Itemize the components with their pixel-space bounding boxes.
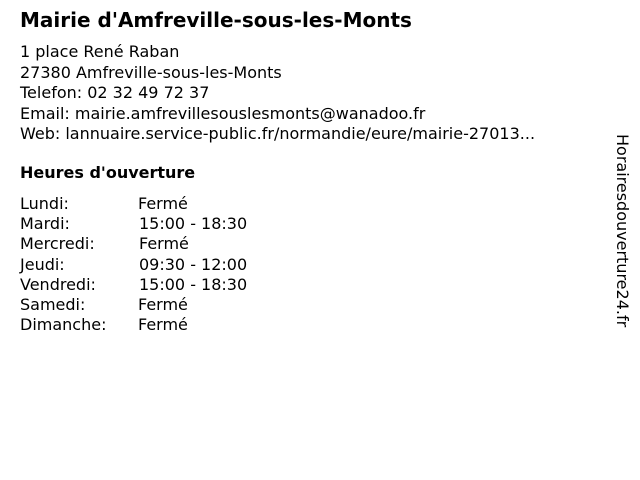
page-title: Mairie d'Amfreville-sous-les-Monts xyxy=(20,8,412,32)
website-link: Web: lannuaire.service-public.fr/normandie/eure/mairie-27013... xyxy=(20,124,536,143)
hours-row-friday xyxy=(20,275,320,295)
time-value: Fermé xyxy=(139,234,189,254)
time-value: Fermé xyxy=(138,294,188,314)
time-value: 09:30 - 12:00 xyxy=(139,254,248,274)
contact-info xyxy=(20,42,535,145)
hours-row-monday xyxy=(20,194,320,214)
hours-heading: Heures d'ouverture xyxy=(20,163,196,182)
day-label: Samedi: xyxy=(20,294,86,314)
time-value: 15:00 - 18:30 xyxy=(139,274,248,294)
email-address: Email: mairie.amfrevillesouslesmonts@wanadoo.fr xyxy=(20,103,426,123)
hours-row-sunday xyxy=(20,315,320,335)
address-line-1: 1 place René Raban xyxy=(20,42,180,61)
address-line-2: 27380 Amfreville-sous-les-Monts xyxy=(20,62,282,82)
time-value: Fermé xyxy=(138,315,188,335)
phone-number: Telefon: 02 32 49 72 37 xyxy=(20,83,210,102)
day-label: Vendredi: xyxy=(20,274,96,294)
day-label: Dimanche: xyxy=(20,315,107,335)
hours-row-saturday xyxy=(20,295,320,315)
day-label: Jeudi: xyxy=(20,254,65,274)
opening-hours-list xyxy=(20,194,320,335)
site-watermark xyxy=(610,134,634,374)
day-label: Mardi: xyxy=(20,214,70,234)
day-label: Lundi: xyxy=(20,194,69,213)
hours-row-thursday xyxy=(20,255,320,275)
time-value: 15:00 - 18:30 xyxy=(139,214,248,234)
hours-row-tuesday xyxy=(20,214,320,234)
watermark-text: Horairesdouverture24.fr xyxy=(613,134,632,328)
day-label: Mercredi: xyxy=(20,234,95,254)
hours-row-wednesday xyxy=(20,234,320,254)
time-value: Fermé xyxy=(138,194,188,213)
